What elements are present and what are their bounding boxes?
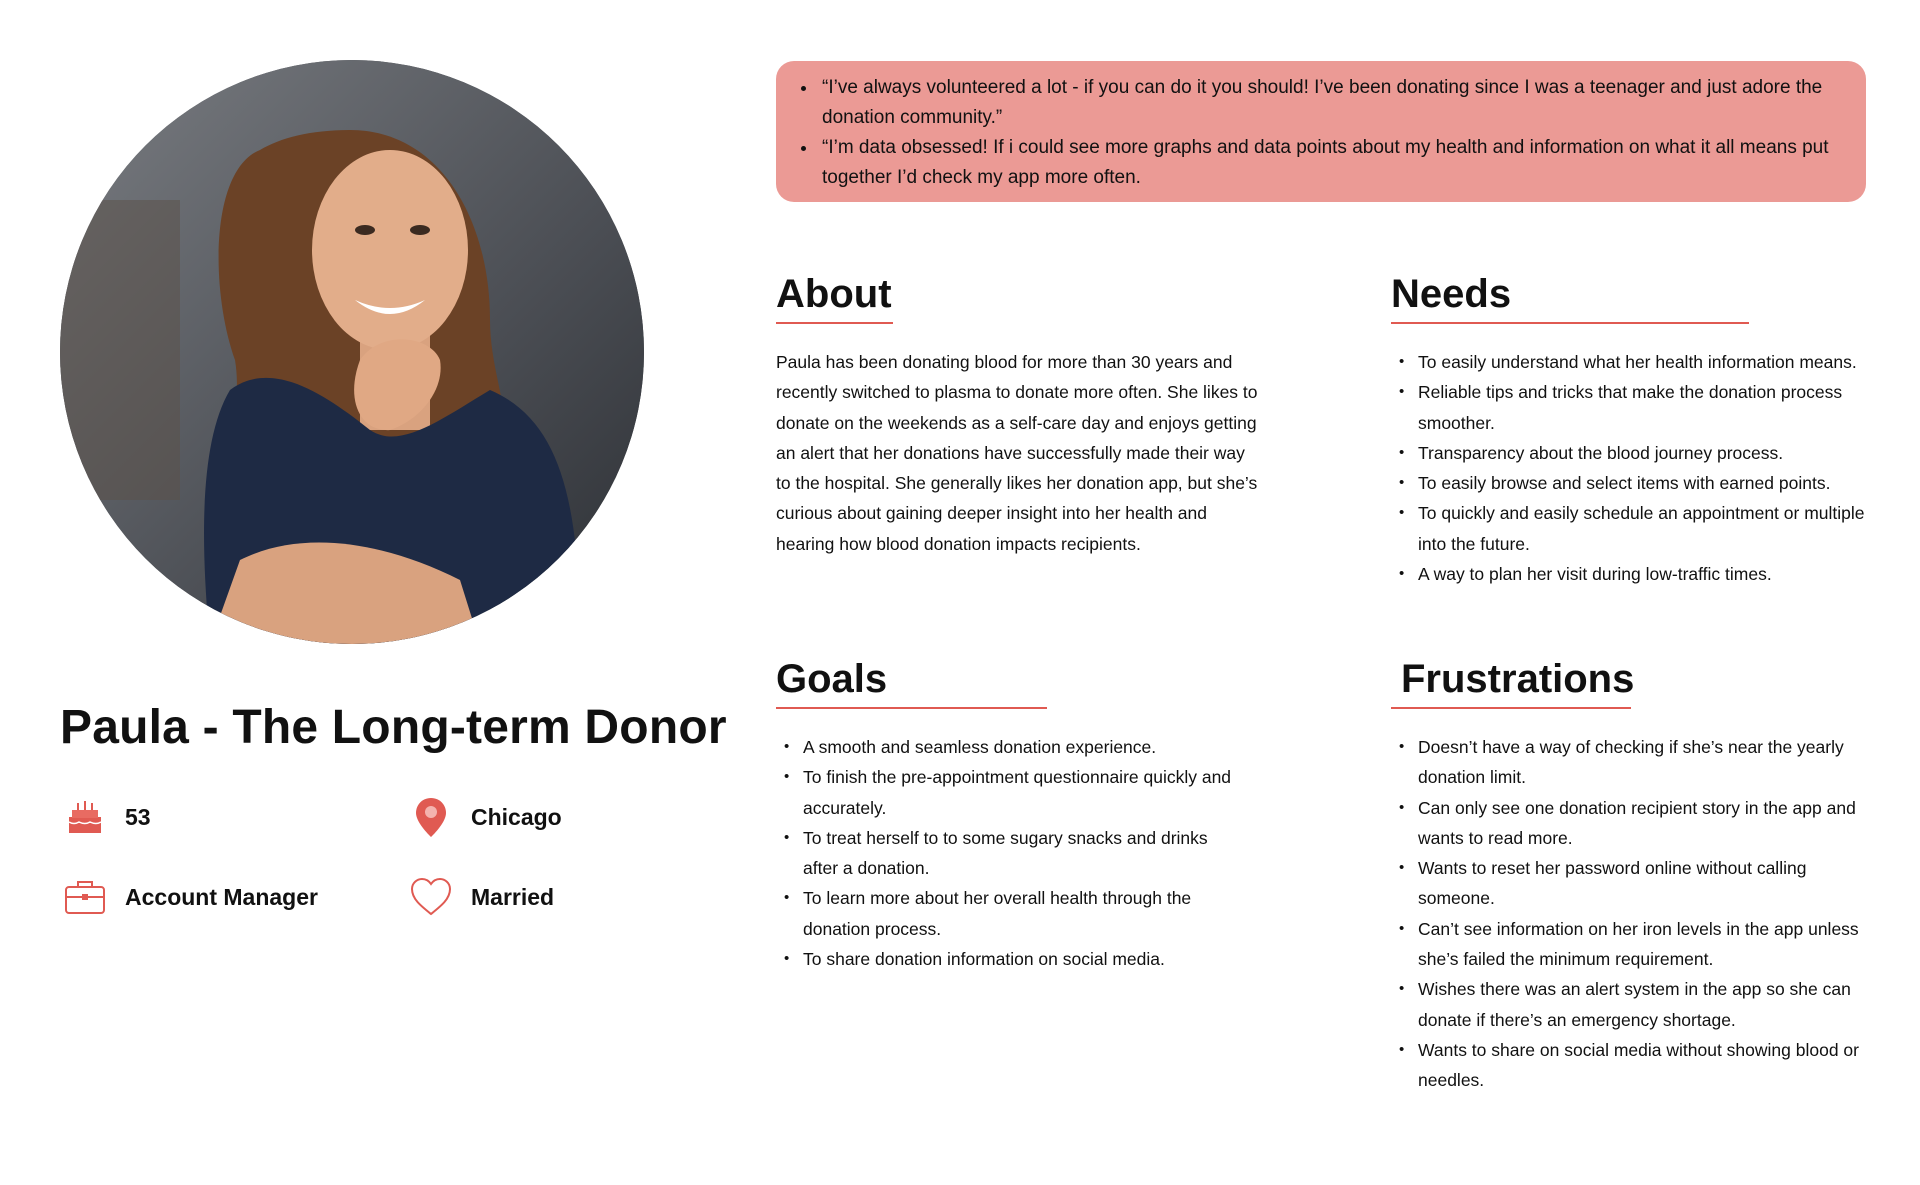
needs-underline [1391,322,1749,324]
needs-title: Needs [1391,272,1512,316]
about-text: Paula has been donating blood for more than 30 years and recently switched to plasma to donate more often. She likes to donate on the weekends as a self-care day and enjoys getting an alert that her donations have successfully made their way to the hospital. She generally likes her donation app, but she’s curious about gaining deeper insight into her health and hearing how blood donation impacts recipients. [776,352,1258,554]
location-value: Chicago [471,803,562,830]
about-underline [776,322,893,324]
needs-item: • To quickly and easily schedule an appointment or multiple into the future. [1391,498,1879,559]
goals-item: • To learn more about her overall health through the donation process. [776,883,1246,944]
goals-item: • To treat herself to to some sugary snacks and drinks after a donation. [776,823,1246,884]
goals-title: Goals [776,657,888,701]
birthday-cake-icon [63,795,107,839]
goals-list [776,732,1246,974]
goals-item: • A smooth and seamless donation experience. [776,732,1246,762]
occupation-attribute [63,875,318,919]
about-title: About [776,272,892,316]
status-attribute [409,875,554,919]
frustrations-title: Frustrations [1401,657,1635,701]
goals-item: • To finish the pre-appointment questionnaire quickly and accurately. [776,762,1246,823]
needs-item: • Transparency about the blood journey process. [1391,438,1879,468]
frustrations-list [1391,732,1879,1096]
age-attribute [63,795,151,839]
quote-item: • “I’ve always volunteered a lot - if you can do it you should! I’ve been donating since I was a teenager and just adore the donation community.” [818,73,1842,133]
frustrations-item: • Wishes there was an alert system in the app so she can donate if there’s an emergency shortage. [1391,974,1879,1035]
frustrations-item: • Can only see one donation recipient story in the app and wants to read more. [1391,793,1879,854]
frustrations-item: • Wants to share on social media without showing blood or needles. [1391,1035,1879,1096]
persona-name: Paula - The Long-term Donor [60,701,727,754]
needs-item: • To easily browse and select items with earned points. [1391,468,1879,498]
status-value: Married [471,883,555,910]
frustrations-underline [1391,707,1631,709]
frustrations-item: • Wants to reset her password online without calling someone. [1391,853,1879,914]
quote-box [776,61,1866,202]
map-pin-icon [409,795,453,839]
frustrations-item: • Doesn’t have a way of checking if she’s near the yearly donation limit. [1391,732,1879,793]
briefcase-icon [63,875,107,919]
needs-item: • Reliable tips and tricks that make the donation process smoother. [1391,377,1879,438]
occupation-value: Account Manager [125,883,318,910]
needs-item: • A way to plan her visit during low-traffic times. [1391,559,1879,589]
needs-item: • To easily understand what her health information means. [1391,347,1879,377]
frustrations-item: • Can’t see information on her iron levels in the app unless she’s failed the minimum requirement. [1391,914,1879,975]
heart-icon [409,875,453,919]
persona-photo [60,60,644,644]
location-attribute [409,795,562,839]
goals-item: • To share donation information on social media. [776,944,1246,974]
age-value: 53 [125,803,151,830]
goals-underline [776,707,1047,709]
quote-item: • “I’m data obsessed! If i could see more graphs and data points about my health and information on what it all means put together I’d check my app more often. [818,133,1842,193]
needs-list [1391,347,1879,589]
